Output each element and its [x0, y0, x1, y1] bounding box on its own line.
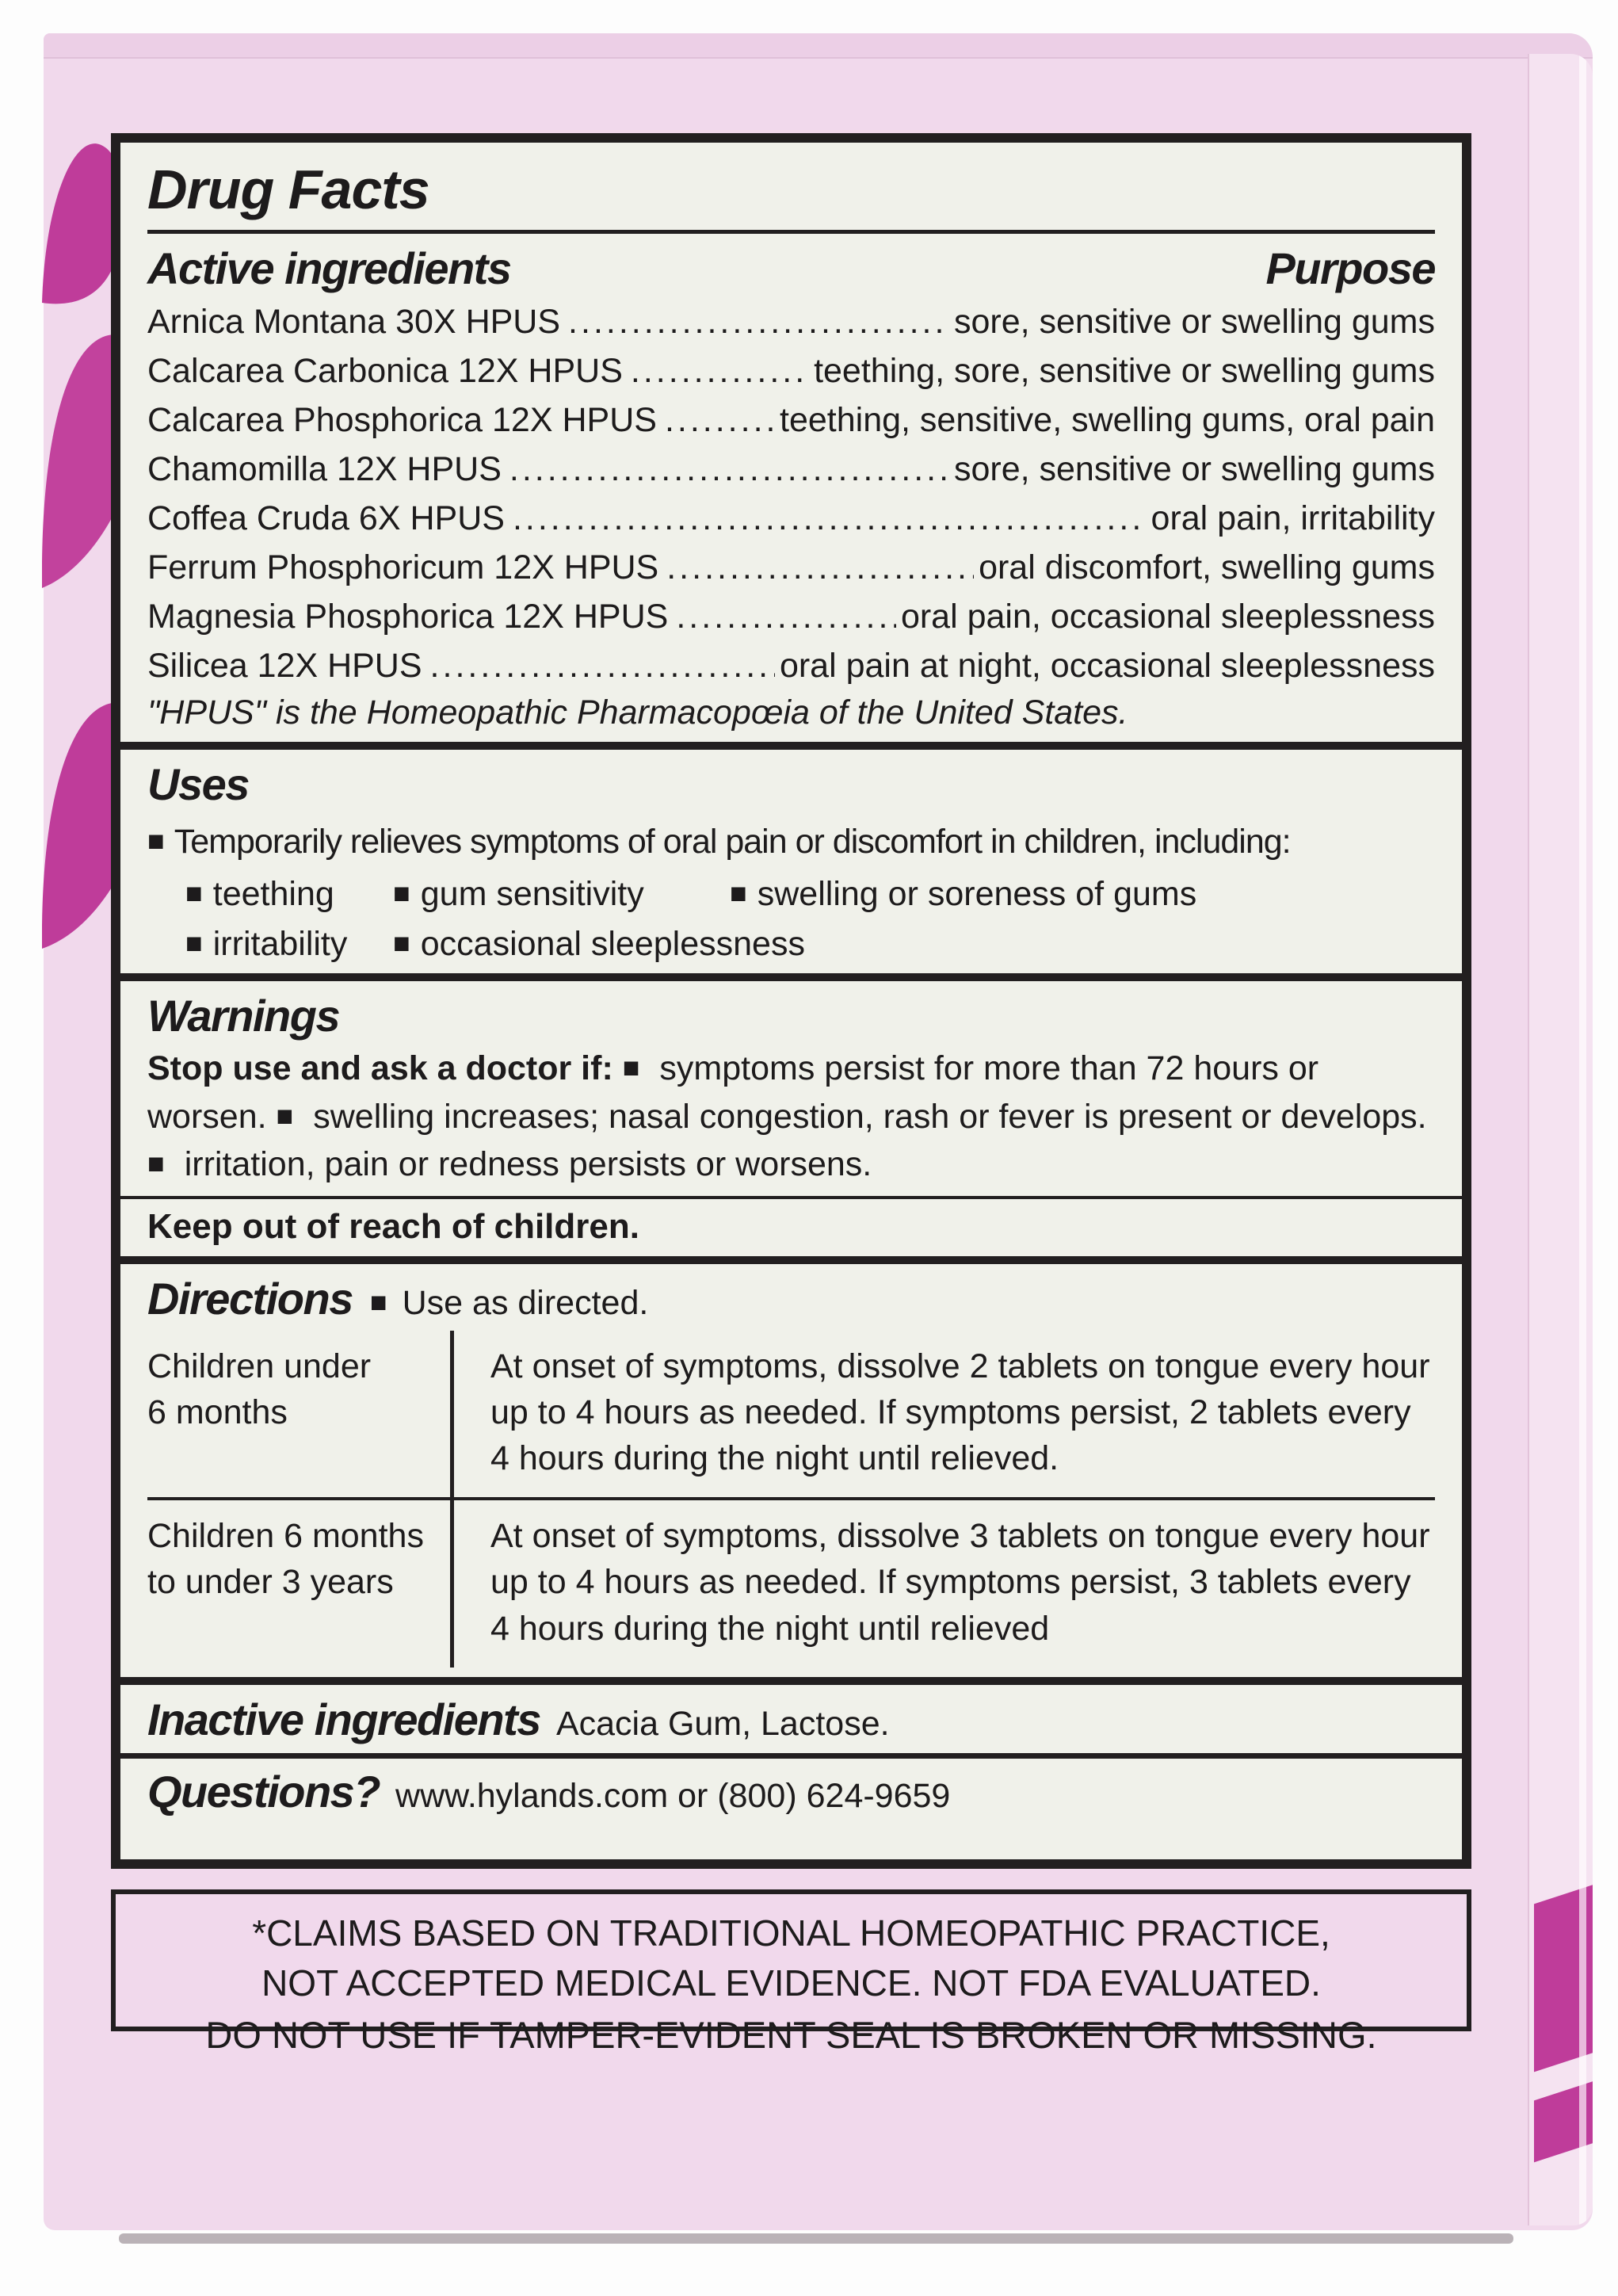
dotted-leader [509, 448, 949, 491]
uses-item [393, 924, 805, 964]
active-ingredients-heading: Active ingredients [147, 243, 511, 293]
dotted-leader [631, 350, 809, 393]
ingredient-row [147, 300, 1435, 344]
uses-item-label: gum sensitivity [420, 874, 644, 913]
age-group-line: Children 6 months [147, 1517, 424, 1556]
directions-table [147, 1331, 1435, 1667]
box-side-edge [1528, 54, 1593, 2225]
uses-item [730, 875, 1435, 914]
dosage-instruction-cell: At onset of symptoms, dissolve 2 tablets on tongue every hour up to 4 hours as needed. If symptoms persist, 2 tablets every 4 hours during the night until relieved. [490, 1347, 1430, 1478]
tamper-evident-notice: DO NOT USE IF TAMPER-EVIDENT SEAL IS BROKEN OR MISSING. [205, 2014, 1377, 2056]
bullet-square-icon: ■ [276, 1098, 294, 1132]
uses-heading: Uses [147, 759, 249, 810]
box-bottom-shadow [119, 2233, 1513, 2244]
claims-line: *CLAIMS BASED ON TRADITIONAL HOMEOPATHIC PRACTICE, [252, 1912, 1330, 1954]
ingredient-purpose: sore, sensitive or swelling gums [953, 302, 1435, 341]
inactive-ingredients-heading: Inactive ingredients [147, 1694, 540, 1744]
box-top-flap [44, 33, 1593, 59]
ingredient-purpose: oral pain at night, occasional sleeplessness [779, 647, 1435, 686]
uses-bullet-grid [147, 875, 1435, 964]
directions-heading: Directions [147, 1273, 353, 1324]
uses-item [393, 875, 730, 914]
warnings-heading: Warnings [147, 990, 340, 1041]
section-divider [120, 742, 1462, 750]
age-group-line: to under 3 years [147, 1563, 394, 1602]
questions-heading: Questions? [147, 1766, 380, 1817]
ingredient-row [147, 448, 1435, 491]
uses-intro-line [147, 819, 1435, 865]
ingredient-row [147, 350, 1435, 393]
purpose-heading: Purpose [1265, 243, 1435, 293]
ingredient-name: Magnesia Phosphorica 12X HPUS [147, 598, 669, 636]
active-purpose-header-row [147, 243, 1435, 294]
homeopathic-claims-box [111, 1889, 1471, 2031]
warnings-paragraph [147, 1045, 1435, 1188]
bullet-square-icon: ■ [147, 1146, 165, 1179]
ingredient-name: Arnica Montana 30X HPUS [147, 302, 561, 341]
warning-item: swelling increases; nasal congestion, rash or fever is present or develops. [313, 1097, 1427, 1136]
age-group-cell [147, 1331, 454, 1497]
uses-item-label: teething [212, 874, 334, 913]
age-group-cell [147, 1500, 454, 1667]
dosage-instruction-cell: At onset of symptoms, dissolve 3 tablets on tongue every hour up to 4 hours as needed. If symptoms persist, 3 tablets every 4 hours during the night until relieved [490, 1517, 1430, 1648]
uses-item [185, 925, 393, 964]
inactive-ingredients-value: Acacia Gum, Lactose. [555, 1704, 890, 1743]
ingredient-purpose: oral pain, occasional sleeplessness [900, 598, 1435, 636]
ingredient-purpose: oral pain, irritability [1151, 499, 1435, 538]
warning-item: irritation, pain or redness persists or worsens. [184, 1144, 872, 1183]
section-divider [120, 1256, 1462, 1264]
dotted-leader [568, 300, 949, 344]
ingredient-row [147, 399, 1435, 442]
uses-item-label: irritability [212, 924, 348, 963]
directions-row [147, 1497, 1435, 1667]
ingredient-row [147, 595, 1435, 639]
bullet-square-icon: ■ [393, 926, 410, 959]
section-divider [120, 1677, 1462, 1685]
directions-row [147, 1331, 1435, 1497]
stop-use-lead: Stop use and ask a doctor if: [147, 1049, 613, 1088]
drug-facts-panel [111, 133, 1471, 1869]
ingredient-name: Chamomilla 12X HPUS [147, 450, 502, 489]
bullet-square-icon: ■ [185, 876, 203, 909]
uses-item [185, 875, 393, 914]
bullet-square-icon: ■ [185, 926, 203, 959]
dotted-leader [666, 546, 974, 590]
age-group-line: 6 months [147, 1393, 288, 1432]
ingredient-row [147, 644, 1435, 688]
inactive-ingredients-row [147, 1694, 1435, 1745]
dotted-leader [665, 399, 775, 442]
keep-out-of-reach-text: Keep out of reach of children. [147, 1206, 639, 1246]
section-divider [120, 973, 1462, 981]
ingredient-name: Silicea 12X HPUS [147, 647, 422, 686]
hpus-note: "HPUS" is the Homeopathic Pharmacopœia of the United States. [147, 693, 1128, 732]
dotted-leader [430, 644, 775, 688]
package-back-panel [44, 33, 1593, 2230]
dotted-leader [676, 595, 896, 639]
bullet-square-icon: ■ [730, 876, 747, 909]
section-divider [120, 1753, 1462, 1759]
uses-item-label: swelling or soreness of gums [757, 874, 1197, 913]
ingredient-name: Ferrum Phosphoricum 12X HPUS [147, 548, 659, 587]
panel-title: Drug Facts [147, 159, 429, 220]
bullet-square-icon: ■ [369, 1285, 387, 1318]
ingredient-purpose: teething, sensitive, swelling gums, oral pain [780, 401, 1435, 440]
directions-heading-row [147, 1274, 1435, 1324]
questions-row [147, 1767, 1435, 1817]
bullet-square-icon: ■ [622, 1051, 640, 1084]
claims-line: NOT ACCEPTED MEDICAL EVIDENCE. NOT FDA EVALUATED. [261, 1962, 1321, 2004]
ingredient-purpose: sore, sensitive or swelling gums [953, 450, 1435, 489]
ingredient-purpose: teething, sore, sensitive or swelling gums [814, 352, 1435, 391]
use-as-directed-text: Use as directed. [402, 1283, 649, 1322]
bullet-square-icon: ■ [147, 823, 164, 857]
ingredient-row [147, 546, 1435, 590]
warning-item: symptoms persist for more than 72 hours or worsen. [147, 1049, 1319, 1136]
questions-contact-value: www.hylands.com or (800) 624-9659 [395, 1776, 951, 1815]
dotted-leader [513, 497, 1147, 541]
uses-intro-text: Temporarily relieves symptoms of oral pain or discomfort in children, including: [174, 822, 1291, 861]
bullet-square-icon: ■ [393, 876, 410, 909]
title-divider [147, 230, 1435, 234]
ingredient-name: Calcarea Carbonica 12X HPUS [147, 352, 623, 391]
ingredient-name: Calcarea Phosphorica 12X HPUS [147, 401, 657, 440]
ingredient-purpose: oral discomfort, swelling gums [979, 548, 1435, 587]
edge-highlight [1579, 54, 1586, 2225]
ingredient-row [147, 497, 1435, 541]
uses-item-label: occasional sleeplessness [420, 924, 805, 963]
age-group-line: Children under [147, 1347, 372, 1386]
ingredient-name: Coffea Cruda 6X HPUS [147, 499, 505, 538]
section-divider [120, 1196, 1462, 1199]
